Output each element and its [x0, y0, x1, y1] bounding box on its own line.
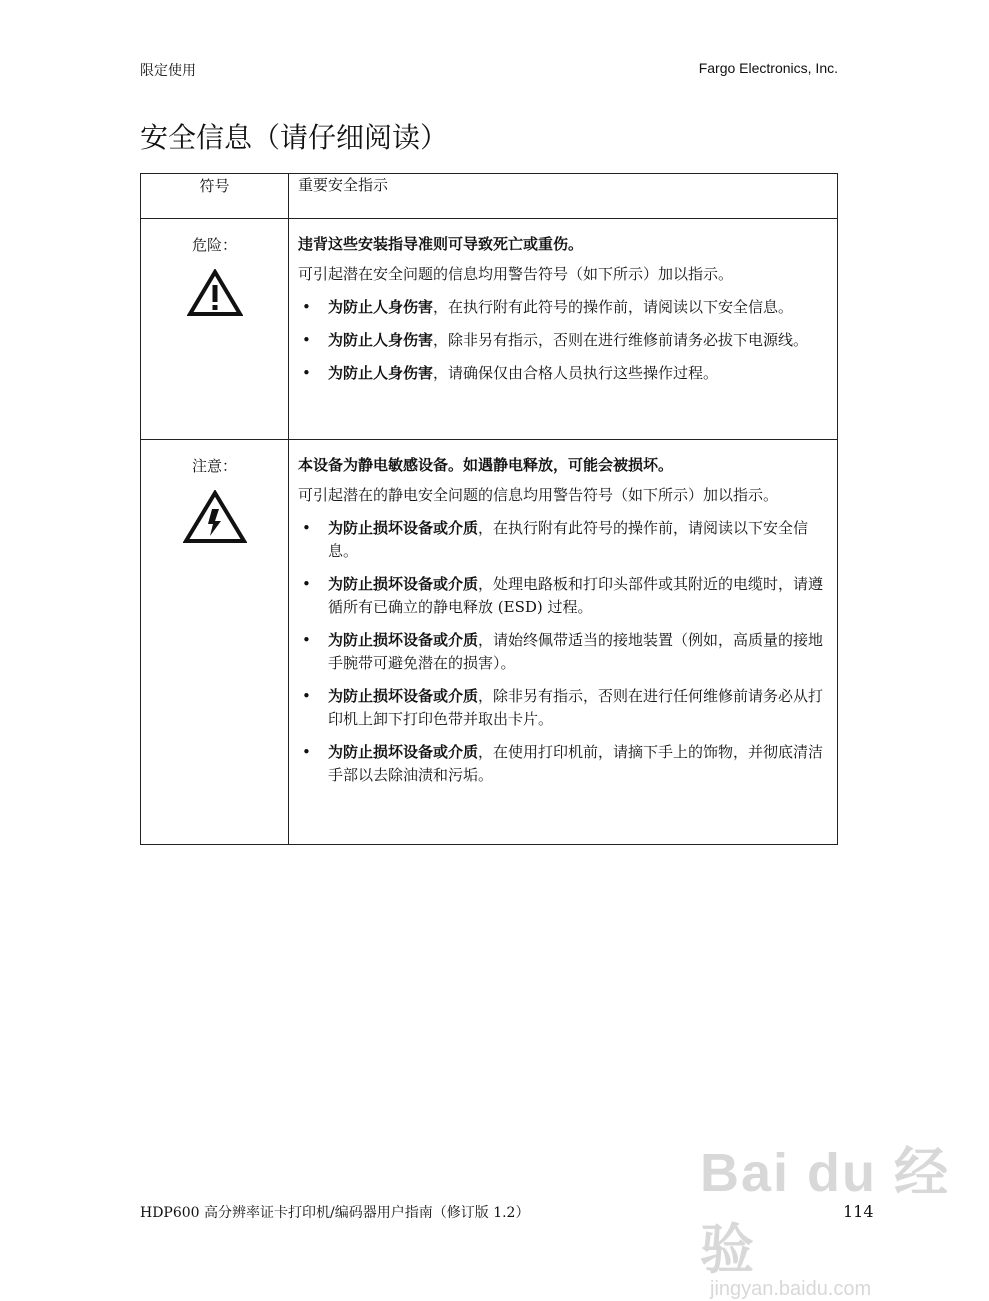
caution-row: [141, 440, 838, 845]
danger-bullet-list: [298, 296, 825, 385]
watermark-brand: Bai du 经验: [700, 1143, 951, 1280]
caution-bullet-list: [298, 517, 825, 787]
header-left: 限定使用: [140, 63, 196, 79]
list-item: • 为防止人身伤害，请确保仅由合格人员执行这些操作过程。: [302, 364, 719, 382]
list-item: • 为防止损坏设备或介质，在执行附有此符号的操作前，请阅读以下安全信息。: [302, 519, 809, 560]
table-header-row: [141, 174, 838, 219]
list-item: • 为防止损坏设备或介质，请始终佩带适当的接地装置（例如，高质量的接地手腕带可避免潜在的损害）。: [302, 631, 824, 672]
list-item: • 为防止人身伤害，除非另有指示，否则在进行维修前请务必拔下电源线。: [302, 331, 809, 349]
electrostatic-lightning-icon: [183, 490, 247, 544]
danger-row: [141, 219, 838, 440]
danger-label: 危险：: [191, 236, 237, 254]
warning-exclamation-icon: [187, 269, 243, 317]
footer-text: HDP600 高分辨率证卡打印机/编码器用户指南（修订版 1.2）: [140, 1205, 530, 1221]
col-symbol-header: 符号: [141, 174, 289, 219]
list-item: • 为防止人身伤害，在执行附有此符号的操作前，请阅读以下安全信息。: [302, 298, 794, 316]
safety-table: [140, 173, 838, 845]
list-item: • 为防止损坏设备或介质，在使用打印机前，请摘下手上的饰物，并彻底清洁手部以去除油渍和污垢。: [302, 743, 824, 784]
col-instructions-header: 重要安全指示: [289, 174, 838, 219]
danger-instructions-cell: [289, 219, 838, 440]
page-title: 安全信息（请仔细阅读）: [140, 121, 449, 154]
list-item: • 为防止损坏设备或介质，处理电路板和打印头部件或其附近的电缆时，请遵循所有已确立的静电释放 (ESD) 过程。: [302, 575, 824, 616]
header-right: Fargo Electronics, Inc.: [698, 60, 838, 76]
caution-label: 注意：: [191, 457, 237, 475]
watermark-url: jingyan.baidu.com: [710, 1278, 872, 1300]
danger-lead: 违背这些安装指导准则可导致死亡或重伤。: [298, 235, 584, 253]
caution-instructions-cell: [289, 440, 838, 845]
caution-symbol-cell: [141, 440, 289, 845]
danger-symbol-cell: [141, 219, 289, 440]
caution-lead: 本设备为静电敏感设备。如遇静电释放，可能会被损坏。: [298, 456, 674, 474]
danger-para: 可引起潜在安全问题的信息均用警告符号（如下所示）加以指示。: [298, 265, 734, 283]
caution-para: 可引起潜在的静电安全问题的信息均用警告符号（如下所示）加以指示。: [298, 486, 779, 504]
list-item: • 为防止损坏设备或介质，除非另有指示，否则在进行任何维修前请务必从打印机上卸下打印色带并取出卡片。: [302, 687, 824, 728]
page-number: 114: [843, 1202, 874, 1221]
